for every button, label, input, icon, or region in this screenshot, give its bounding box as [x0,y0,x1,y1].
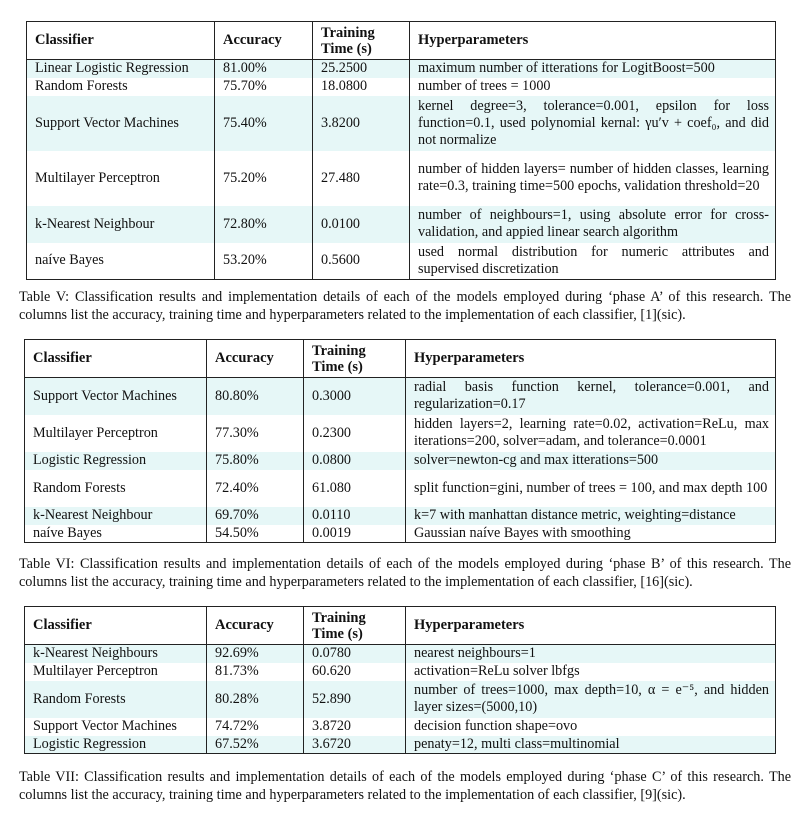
cell-accuracy: 72.40% [207,470,304,507]
cell-classifier: Random Forests [25,470,207,507]
table-row [25,507,776,525]
cell-time: 60.620 [304,663,406,681]
cell-classifier: naíve Bayes [27,243,215,280]
header-classifier: Classifier [25,607,207,645]
cell-classifier: Random Forests [25,681,207,718]
header-classifier: Classifier [27,22,215,60]
cell-accuracy: 75.80% [207,452,304,470]
cell-classifier: Support Vector Machines [25,378,207,415]
table-vi-caption: Table VI: Classification results and implementation details of each of the models employed during ‘phase B’ of this research. The columns list the accuracy, training time and hyperparameters related to the implementation of each classifier, [16](sic). [19,556,791,590]
cell-accuracy: 54.50% [207,525,304,543]
cell-classifier: Support Vector Machines [27,96,215,151]
table-row [25,452,776,470]
header-hyperparameters: Hyperparameters [406,607,776,645]
table-header-row [27,22,776,60]
cell-accuracy: 92.69% [207,645,304,663]
cell-accuracy: 81.00% [215,60,313,78]
cell-hyperparameters: solver=newton-cg and max itterations=500 [406,452,776,470]
table-header-row [25,340,776,378]
header-training-time: Training Time (s) [304,607,406,645]
cell-time: 25.2500 [313,60,410,78]
cell-time: 0.3000 [304,378,406,415]
header-accuracy: Accuracy [215,22,313,60]
table-row [27,206,776,243]
cell-time: 3.8200 [313,96,410,151]
table-row [25,663,776,681]
cell-classifier: Multilayer Perceptron [25,415,207,452]
table-row [27,96,776,151]
cell-hyperparameters: Gaussian naíve Bayes with smoothing [406,525,776,543]
cell-accuracy: 72.80% [215,206,313,243]
cell-accuracy: 75.70% [215,78,313,96]
cell-time: 52.890 [304,681,406,718]
table-v-caption: Table V: Classification results and implementation details of each of the models employed during ‘phase A’ of this research. The columns list the accuracy, training time and hyperparameters related to the implementation of each classifier, [1](sic). [19,289,791,323]
cell-classifier: naíve Bayes [25,525,207,543]
table-row [25,736,776,754]
table-vii-caption: Table VII: Classification results and implementation details of each of the models employed during ‘phase C’ of this research. The columns list the accuracy, training time and hyperparameters related to the implementation of each classifier, [9](sic). [19,769,791,803]
cell-hyperparameters: hidden layers=2, learning rate=0.02, activation=ReLu, max iterations=200, solver=adam, and tolerance=0.0001 [406,415,776,452]
cell-classifier: k-Nearest Neighbours [25,645,207,663]
header-classifier: Classifier [25,340,207,378]
cell-classifier: Logistic Regression [25,452,207,470]
cell-hyperparameters: activation=ReLu solver lbfgs [406,663,776,681]
cell-classifier: Linear Logistic Regression [27,60,215,78]
cell-accuracy: 77.30% [207,415,304,452]
cell-time: 3.8720 [304,718,406,736]
cell-classifier: Multilayer Perceptron [27,151,215,206]
header-accuracy: Accuracy [207,607,304,645]
cell-classifier: Random Forests [27,78,215,96]
table-row [25,718,776,736]
cell-hyperparameters: kernel degree=3, tolerance=0.001, epsilon for loss function=0.1, used polynomial kernal: γu′v + coef₀, and did not normalize [410,96,776,151]
cell-accuracy: 69.70% [207,507,304,525]
table-row [25,525,776,543]
cell-time: 3.6720 [304,736,406,754]
cell-hyperparameters: number of hidden layers= number of hidden classes, learning rate=0.3, training time=500 epochs, validation threshold=20 [410,151,776,206]
cell-accuracy: 80.28% [207,681,304,718]
table-row [27,151,776,206]
header-accuracy: Accuracy [207,340,304,378]
cell-hyperparameters: used normal distribution for numeric attributes and supervised discretization [410,243,776,280]
table-row [25,415,776,452]
cell-hyperparameters: k=7 with manhattan distance metric, weighting=distance [406,507,776,525]
cell-time: 27.480 [313,151,410,206]
cell-hyperparameters: penaty=12, multi class=multinomial [406,736,776,754]
table-vii [24,606,776,754]
cell-time: 0.0780 [304,645,406,663]
cell-classifier: Logistic Regression [25,736,207,754]
cell-hyperparameters: number of trees=1000, max depth=10, α = e⁻⁵, and hidden layer sizes=(5000,10) [406,681,776,718]
cell-time: 0.0110 [304,507,406,525]
cell-hyperparameters: split function=gini, number of trees = 100, and max depth 100 [406,470,776,507]
cell-classifier: Multilayer Perceptron [25,663,207,681]
table-row [27,78,776,96]
table-row [25,681,776,718]
header-hyperparameters: Hyperparameters [410,22,776,60]
table-row [27,60,776,78]
table-row [27,243,776,280]
cell-time: 0.5600 [313,243,410,280]
cell-time: 18.0800 [313,78,410,96]
table-vi [24,339,776,543]
table-row [25,378,776,415]
table-header-row [25,607,776,645]
cell-hyperparameters: number of trees = 1000 [410,78,776,96]
cell-time: 61.080 [304,470,406,507]
cell-time: 0.0019 [304,525,406,543]
cell-accuracy: 75.20% [215,151,313,206]
cell-accuracy: 75.40% [215,96,313,151]
cell-time: 0.2300 [304,415,406,452]
cell-accuracy: 74.72% [207,718,304,736]
cell-classifier: k-Nearest Neighbour [27,206,215,243]
cell-time: 0.0100 [313,206,410,243]
cell-accuracy: 67.52% [207,736,304,754]
cell-hyperparameters: decision function shape=ovo [406,718,776,736]
header-training-time: Training Time (s) [313,22,410,60]
cell-accuracy: 80.80% [207,378,304,415]
header-hyperparameters: Hyperparameters [406,340,776,378]
header-training-time: Training Time (s) [304,340,406,378]
cell-classifier: Support Vector Machines [25,718,207,736]
cell-classifier: k-Nearest Neighbour [25,507,207,525]
table-v [26,21,776,280]
cell-accuracy: 53.20% [215,243,313,280]
cell-hyperparameters: radial basis function kernel, tolerance=0.001, and regularization=0.17 [406,378,776,415]
table-row [25,645,776,663]
table-row [25,470,776,507]
cell-hyperparameters: maximum number of itterations for LogitBoost=500 [410,60,776,78]
cell-hyperparameters: nearest neighbours=1 [406,645,776,663]
cell-time: 0.0800 [304,452,406,470]
cell-hyperparameters: number of neighbours=1, using absolute error for cross-validation, and appied linear search algorithm [410,206,776,243]
cell-accuracy: 81.73% [207,663,304,681]
